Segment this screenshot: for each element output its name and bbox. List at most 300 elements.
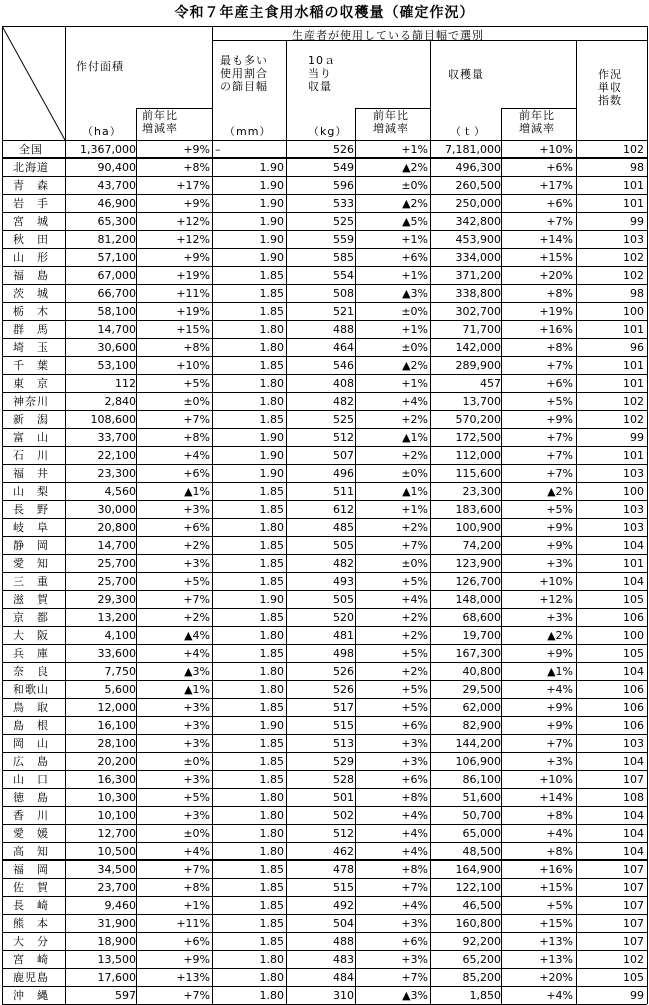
crop-index-value: 101 — [623, 448, 644, 462]
table-row — [2, 338, 647, 356]
crop-index-value: 102 — [623, 412, 644, 426]
harvest-value: 19,700 — [462, 628, 501, 642]
yield-yoy-value: +6% — [401, 934, 428, 948]
harvest-value: 62,000 — [462, 700, 501, 714]
planted-area-value: 81,200 — [97, 232, 136, 246]
prefecture-name: 奈 良 — [13, 664, 49, 678]
crop-index-value: 106 — [623, 610, 644, 624]
grid-line — [2, 26, 647, 27]
yield-yoy-value: ▲3% — [402, 286, 428, 300]
yield-yoy-value: +2% — [401, 628, 428, 642]
harvest-yoy-value: +9% — [546, 700, 573, 714]
sieve-width-value: 1.80 — [259, 394, 284, 408]
prefecture-name: 佐 賀 — [13, 880, 49, 894]
area-yoy-value: +5% — [183, 376, 210, 390]
yield-value: 498 — [333, 646, 354, 660]
table-row — [2, 734, 647, 752]
yield-value: 496 — [333, 466, 354, 480]
table-row — [2, 860, 647, 878]
harvest-yoy-value: +15% — [539, 250, 573, 264]
planted-area-value: 57,100 — [97, 250, 136, 264]
prefecture-name: 神奈川 — [13, 394, 49, 408]
harvest-yoy-value: +10% — [539, 574, 573, 588]
yield-yoy-value: +4% — [401, 898, 428, 912]
harvest-yoy-value: +3% — [546, 754, 573, 768]
planted-area-value: 14,700 — [97, 538, 136, 552]
sieve-width-value: 1.85 — [259, 898, 284, 912]
yield-value: 505 — [333, 592, 354, 606]
sieve-width-value: 1.80 — [259, 376, 284, 390]
crop-index-value: 100 — [623, 484, 644, 498]
yield-value: 529 — [333, 754, 354, 768]
planted-area-value: 4,560 — [104, 484, 136, 498]
yield-value: 493 — [333, 574, 354, 588]
area-yoy-value: +11% — [176, 916, 210, 930]
header-ha-unit: （ha） — [82, 125, 122, 138]
sieve-width-value: 1.80 — [259, 988, 284, 1002]
prefecture-name: 和歌山 — [13, 682, 49, 696]
harvest-value: 122,100 — [455, 880, 501, 894]
planted-area-value: 90,400 — [97, 160, 136, 174]
area-yoy-value: +17% — [176, 178, 210, 192]
area-yoy-value: +12% — [176, 214, 210, 228]
planted-area-value: 65,300 — [97, 214, 136, 228]
table-row — [2, 626, 647, 644]
planted-area-value: 5,600 — [104, 682, 136, 696]
table-row — [2, 176, 647, 194]
harvest-yoy-value: +8% — [546, 844, 573, 858]
yield-value: 482 — [333, 394, 354, 408]
harvest-value: 106,900 — [455, 754, 501, 768]
sieve-width-value: 1.85 — [259, 574, 284, 588]
harvest-yoy-value: +9% — [546, 646, 573, 660]
prefecture-name: 鹿児島 — [13, 970, 49, 984]
yield-value: 478 — [333, 862, 354, 876]
harvest-value: 74,200 — [462, 538, 501, 552]
area-yoy-value: +7% — [183, 412, 210, 426]
harvest-value: 164,900 — [455, 862, 501, 876]
sieve-width-value: 1.90 — [259, 178, 284, 192]
header-sieve-group: 生産者が使用している篩目幅で選別 — [292, 29, 484, 42]
crop-index-value: 101 — [623, 556, 644, 570]
harvest-yoy-value: +5% — [546, 394, 573, 408]
prefecture-name: 宮 崎 — [13, 952, 49, 966]
area-yoy-value: +3% — [183, 700, 210, 714]
table-row — [2, 248, 647, 266]
harvest-value: 172,500 — [455, 430, 501, 444]
crop-index-value: 102 — [623, 142, 644, 156]
sieve-width-value: 1.90 — [259, 592, 284, 606]
planted-area-value: 34,500 — [97, 862, 136, 876]
harvest-value: 570,200 — [455, 412, 501, 426]
area-yoy-value: +7% — [183, 862, 210, 876]
header-kg-unit: （kg） — [308, 125, 348, 138]
crop-index-value: 98 — [630, 286, 644, 300]
yield-yoy-value: +1% — [401, 232, 428, 246]
crop-index-value: 103 — [623, 466, 644, 480]
sieve-width-value: 1.85 — [259, 700, 284, 714]
harvest-value: 7,181,000 — [445, 142, 501, 156]
crop-index-value: 104 — [623, 538, 644, 552]
area-yoy-value: +4% — [183, 448, 210, 462]
prefecture-name: 静 岡 — [13, 538, 49, 552]
yield-yoy-value: ▲2% — [402, 196, 428, 210]
yield-yoy-value: +2% — [401, 412, 428, 426]
harvest-value: 160,800 — [455, 916, 501, 930]
harvest-yoy-value: +19% — [539, 304, 573, 318]
planted-area-value: 16,100 — [97, 718, 136, 732]
area-yoy-value: +2% — [183, 610, 210, 624]
prefecture-name: 秋 田 — [13, 232, 49, 246]
area-yoy-value: +7% — [183, 988, 210, 1002]
harvest-value: 65,200 — [462, 952, 501, 966]
prefecture-name: 滋 賀 — [13, 592, 49, 606]
table-row — [2, 536, 647, 554]
harvest-yoy-value: +13% — [539, 934, 573, 948]
harvest-yoy-value: +6% — [546, 196, 573, 210]
yield-value: 585 — [333, 250, 354, 264]
harvest-yoy-value: ▲1% — [547, 664, 573, 678]
yield-yoy-value: +6% — [401, 718, 428, 732]
area-yoy-value: ▲1% — [184, 682, 210, 696]
page-title: 令和７年産主食用水稲の収穫量（確定作況） — [174, 5, 475, 21]
area-yoy-value: +9% — [183, 142, 210, 156]
area-yoy-value: +1% — [183, 898, 210, 912]
sieve-width-value: 1.80 — [259, 808, 284, 822]
yield-yoy-value: +8% — [401, 790, 428, 804]
yield-yoy-value: +5% — [401, 574, 428, 588]
planted-area-value: 66,700 — [97, 286, 136, 300]
area-yoy-value: ▲4% — [184, 628, 210, 642]
table-row — [2, 896, 647, 914]
harvest-value: 40,800 — [462, 664, 501, 678]
prefecture-name: 東 京 — [13, 376, 49, 390]
yield-value: 525 — [333, 412, 354, 426]
area-yoy-value: +3% — [183, 502, 210, 516]
table-row — [2, 158, 647, 176]
crop-index-value: 101 — [623, 178, 644, 192]
planted-area-value: 2,840 — [104, 394, 136, 408]
yield-value: 549 — [333, 160, 354, 174]
harvest-value: 100,900 — [455, 520, 501, 534]
harvest-yoy-value: +6% — [546, 160, 573, 174]
planted-area-value: 58,100 — [97, 304, 136, 318]
prefecture-name: 青 森 — [13, 178, 49, 192]
area-yoy-value: +8% — [183, 430, 210, 444]
area-yoy-value: +15% — [176, 322, 210, 336]
yield-yoy-value: +1% — [401, 376, 428, 390]
yield-yoy-value: +4% — [401, 844, 428, 858]
planted-area-value: 67,000 — [97, 268, 136, 282]
area-yoy-value: +6% — [183, 934, 210, 948]
prefecture-name: 熊 本 — [13, 916, 49, 930]
table-row — [2, 590, 647, 608]
harvest-yoy-value: +8% — [546, 808, 573, 822]
harvest-value: 51,600 — [462, 790, 501, 804]
harvest-value: 50,700 — [462, 808, 501, 822]
crop-index-value: 107 — [623, 934, 644, 948]
planted-area-value: 23,700 — [97, 880, 136, 894]
harvest-yoy-value: +9% — [546, 520, 573, 534]
yield-value: 533 — [333, 196, 354, 210]
prefecture-name: 高 知 — [13, 844, 49, 858]
sieve-width-value: 1.85 — [259, 412, 284, 426]
prefecture-name: 福 島 — [13, 268, 49, 282]
table-row — [2, 302, 647, 320]
table-row — [2, 194, 647, 212]
harvest-yoy-value: +5% — [546, 898, 573, 912]
harvest-yoy-value: +4% — [546, 826, 573, 840]
harvest-yoy-value: +10% — [539, 772, 573, 786]
harvest-yoy-value: +20% — [539, 268, 573, 282]
crop-index-value: 108 — [623, 790, 644, 804]
table-row — [2, 230, 647, 248]
yield-value: 481 — [333, 628, 354, 642]
planted-area-value: 9,460 — [104, 898, 136, 912]
area-yoy-value: ±0% — [183, 394, 210, 408]
area-yoy-value: +5% — [183, 790, 210, 804]
prefecture-name: 群 馬 — [13, 322, 49, 336]
prefecture-name: 新 潟 — [13, 412, 49, 426]
harvest-yoy-value: +14% — [539, 232, 573, 246]
crop-index-value: 106 — [623, 718, 644, 732]
yield-yoy-value: +1% — [401, 268, 428, 282]
yield-value: 546 — [333, 358, 354, 372]
harvest-value: 334,000 — [455, 250, 501, 264]
area-yoy-value: +9% — [183, 196, 210, 210]
harvest-yoy-value: +15% — [539, 916, 573, 930]
harvest-value: 342,800 — [455, 214, 501, 228]
yield-value: 464 — [333, 340, 354, 354]
yield-value: 512 — [333, 430, 354, 444]
crop-index-value: 107 — [623, 880, 644, 894]
harvest-yoy-value: +16% — [539, 862, 573, 876]
header-harvest-yoy: 前年比 増減率 — [519, 109, 555, 135]
harvest-value: 289,900 — [455, 358, 501, 372]
yield-value: 515 — [333, 718, 354, 732]
yield-yoy-value: +5% — [401, 682, 428, 696]
sieve-width-value: 1.90 — [259, 232, 284, 246]
harvest-yoy-value: +8% — [546, 286, 573, 300]
yield-value: 528 — [333, 772, 354, 786]
harvest-value: 123,900 — [455, 556, 501, 570]
table-row — [2, 410, 647, 428]
harvest-value: 1,850 — [469, 988, 501, 1002]
table-row — [2, 788, 647, 806]
crop-index-value: 99 — [630, 214, 644, 228]
prefecture-name: 沖 縄 — [13, 988, 49, 1002]
area-yoy-value: +8% — [183, 880, 210, 894]
yield-value: 482 — [333, 556, 354, 570]
sieve-width-value: 1.90 — [259, 160, 284, 174]
sieve-width-value: 1.85 — [259, 538, 284, 552]
planted-area-value: 30,000 — [97, 502, 136, 516]
area-yoy-value: ±0% — [183, 754, 210, 768]
prefecture-name: 石 川 — [13, 448, 49, 462]
crop-index-value: 103 — [623, 520, 644, 534]
sieve-width-value: 1.80 — [259, 520, 284, 534]
crop-index-value: 104 — [623, 664, 644, 678]
yield-value: 508 — [333, 286, 354, 300]
harvest-yoy-value: +13% — [539, 952, 573, 966]
harvest-value: 142,000 — [455, 340, 501, 354]
area-yoy-value: +13% — [176, 970, 210, 984]
sieve-width-value: 1.85 — [259, 556, 284, 570]
sieve-width-value: 1.90 — [259, 250, 284, 264]
prefecture-name: 大 分 — [13, 934, 49, 948]
yield-yoy-value: +1% — [401, 142, 428, 156]
prefecture-name: 香 川 — [13, 808, 49, 822]
planted-area-value: 16,300 — [97, 772, 136, 786]
yield-yoy-value: ▲2% — [402, 160, 428, 174]
harvest-value: 86,100 — [462, 772, 501, 786]
yield-yoy-value: +1% — [401, 502, 428, 516]
harvest-value: 148,000 — [455, 592, 501, 606]
table-row — [2, 806, 647, 824]
yield-value: 520 — [333, 610, 354, 624]
yield-yoy-value: +2% — [401, 610, 428, 624]
harvest-value: 167,300 — [455, 646, 501, 660]
prefecture-name: 埼 玉 — [13, 340, 49, 354]
area-yoy-value: +4% — [183, 646, 210, 660]
planted-area-value: 10,100 — [97, 808, 136, 822]
crop-index-value: 103 — [623, 502, 644, 516]
planted-area-value: 28,100 — [97, 736, 136, 750]
prefecture-name: 愛 知 — [13, 556, 49, 570]
harvest-value: 338,800 — [455, 286, 501, 300]
harvest-yoy-value: ▲2% — [547, 484, 573, 498]
planted-area-value: 13,200 — [97, 610, 136, 624]
yield-value: 408 — [333, 376, 354, 390]
crop-index-value: 103 — [623, 232, 644, 246]
harvest-yoy-value: +7% — [546, 430, 573, 444]
area-yoy-value: +2% — [183, 538, 210, 552]
planted-area-value: 33,700 — [97, 430, 136, 444]
prefecture-name: 福 岡 — [13, 862, 49, 876]
header-t-unit: （ｔ） — [450, 125, 486, 138]
header-mm-unit: （mm） — [224, 125, 272, 138]
area-yoy-value: +8% — [183, 160, 210, 174]
table-row — [2, 752, 647, 770]
yield-yoy-value: ±0% — [401, 178, 428, 192]
area-yoy-value: ▲3% — [184, 664, 210, 678]
harvest-table — [2, 26, 647, 1002]
table-row — [2, 572, 647, 590]
crop-index-value: 101 — [623, 358, 644, 372]
table-row — [2, 608, 647, 626]
yield-value: 488 — [333, 322, 354, 336]
area-yoy-value: +9% — [183, 952, 210, 966]
area-yoy-value: +11% — [176, 286, 210, 300]
sieve-width-value: 1.90 — [259, 214, 284, 228]
table-row — [2, 878, 647, 896]
sieve-width-value: – — [215, 142, 221, 156]
prefecture-name: 徳 島 — [13, 790, 49, 804]
planted-area-value: 597 — [115, 988, 136, 1002]
crop-index-value: 103 — [623, 736, 644, 750]
grid-line — [501, 108, 576, 109]
harvest-value: 13,700 — [462, 394, 501, 408]
planted-area-value: 20,800 — [97, 520, 136, 534]
area-yoy-value: +3% — [183, 772, 210, 786]
yield-value: 488 — [333, 934, 354, 948]
planted-area-value: 31,900 — [97, 916, 136, 930]
crop-index-value: 107 — [623, 862, 644, 876]
yield-value: 505 — [333, 538, 354, 552]
harvest-yoy-value: +7% — [546, 358, 573, 372]
table-row — [2, 770, 647, 788]
harvest-value: 115,600 — [455, 466, 501, 480]
planted-area-value: 53,100 — [97, 358, 136, 372]
harvest-value: 260,500 — [455, 178, 501, 192]
area-yoy-value: +6% — [183, 520, 210, 534]
prefecture-name: 三 重 — [13, 574, 49, 588]
yield-yoy-value: ▲1% — [402, 430, 428, 444]
area-yoy-value: +3% — [183, 556, 210, 570]
sieve-width-value: 1.80 — [259, 682, 284, 696]
table-row — [2, 950, 647, 968]
sieve-width-value: 1.85 — [259, 916, 284, 930]
yield-value: 554 — [333, 268, 354, 282]
crop-index-value: 102 — [623, 268, 644, 282]
harvest-yoy-value: +12% — [539, 592, 573, 606]
area-yoy-value: +7% — [183, 592, 210, 606]
planted-area-value: 43,700 — [97, 178, 136, 192]
yield-value: 511 — [333, 484, 354, 498]
yield-value: 484 — [333, 970, 354, 984]
sieve-width-value: 1.85 — [259, 736, 284, 750]
harvest-yoy-value: +3% — [546, 610, 573, 624]
prefecture-name: 山 梨 — [13, 484, 49, 498]
yield-value: 515 — [333, 880, 354, 894]
yield-yoy-value: +8% — [401, 862, 428, 876]
crop-index-value: 105 — [623, 646, 644, 660]
crop-index-value: 105 — [623, 970, 644, 984]
sieve-width-value: 1.85 — [259, 862, 284, 876]
crop-index-value: 102 — [623, 394, 644, 408]
area-yoy-value: +19% — [176, 268, 210, 282]
sieve-width-value: 1.85 — [259, 358, 284, 372]
harvest-value: 453,900 — [455, 232, 501, 246]
header-crop-index: 作況 単収 指数 — [598, 68, 622, 107]
sieve-width-value: 1.85 — [259, 304, 284, 318]
yield-yoy-value: ±0% — [401, 304, 428, 318]
yield-yoy-value: +2% — [401, 448, 428, 462]
yield-yoy-value: +7% — [401, 880, 428, 894]
crop-index-value: 104 — [623, 808, 644, 822]
prefecture-name: 長 崎 — [13, 898, 49, 912]
harvest-value: 82,900 — [462, 718, 501, 732]
area-yoy-value: +3% — [183, 736, 210, 750]
yield-yoy-value: ±0% — [401, 340, 428, 354]
sieve-width-value: 1.85 — [259, 268, 284, 282]
yield-value: 310 — [333, 988, 354, 1002]
crop-index-value: 105 — [623, 592, 644, 606]
yield-yoy-value: ▲2% — [402, 358, 428, 372]
planted-area-value: 46,900 — [97, 196, 136, 210]
yield-yoy-value: +5% — [401, 700, 428, 714]
harvest-yoy-value: +14% — [539, 790, 573, 804]
sieve-width-value: 1.80 — [259, 628, 284, 642]
planted-area-value: 20,200 — [97, 754, 136, 768]
yield-yoy-value: +4% — [401, 394, 428, 408]
table-row — [2, 320, 647, 338]
yield-value: 517 — [333, 700, 354, 714]
prefecture-name: 大 阪 — [13, 628, 49, 642]
yield-yoy-value: +7% — [401, 538, 428, 552]
crop-index-value: 104 — [623, 574, 644, 588]
sieve-width-value: 1.85 — [259, 754, 284, 768]
